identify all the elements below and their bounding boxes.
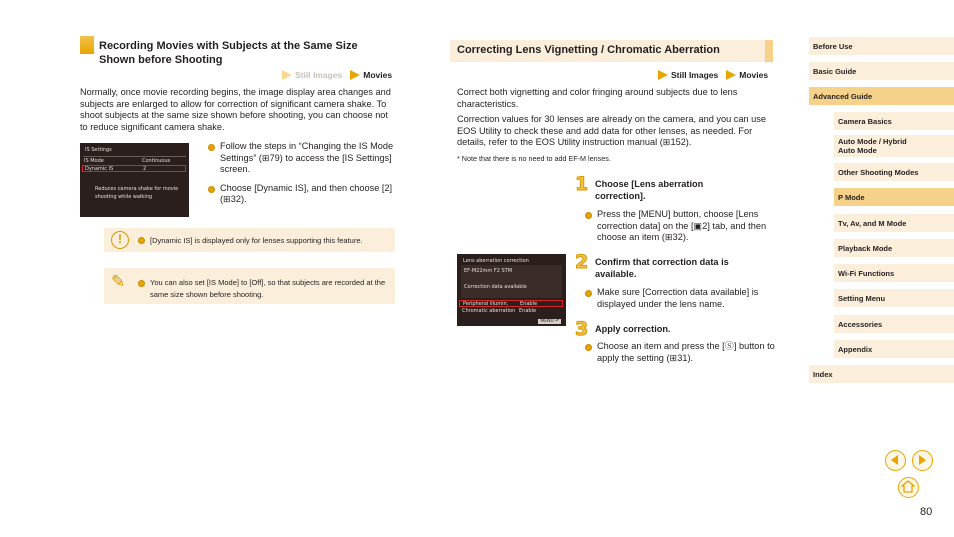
nav-playback-mode[interactable]: Playback Mode: [834, 239, 954, 257]
triangle-icon: [726, 70, 736, 80]
next-page-button[interactable]: [912, 450, 933, 471]
triangle-icon: [282, 70, 292, 80]
row-label: IS Mode: [84, 158, 104, 164]
row-value: Enable: [520, 301, 538, 307]
triangle-icon: [350, 70, 360, 80]
nav-accessories[interactable]: Accessories: [834, 315, 954, 333]
left-section-title: [99, 39, 399, 67]
nav-auto-mode-label: Auto Mode / Hybrid Auto Mode: [838, 137, 907, 155]
step-text: Make sure [Correction data available] is displayed under the lens name.: [597, 287, 759, 309]
nav-auto-mode[interactable]: [834, 135, 954, 157]
triangle-icon: [658, 70, 668, 80]
step-heading: Choose [Lens aberration correction].: [595, 179, 704, 201]
caution-text: [Dynamic IS] is displayed only for lenses supporting this feature.: [150, 236, 363, 245]
right-mode-tags: [658, 70, 768, 80]
step-item: [208, 141, 398, 176]
nav-camera-basics[interactable]: Camera Basics: [834, 112, 954, 130]
movies-label: Movies: [363, 70, 393, 80]
page-number: 80: [920, 506, 933, 518]
still-images-label: Still Images: [671, 70, 719, 80]
row-label: Peripheral illumin.: [463, 301, 509, 307]
row-label: Dynamic IS: [85, 166, 114, 172]
step-heading: Apply correction.: [595, 324, 671, 334]
right-intro-1: Correct both vignetting and color fringing around subjects due to lens characteristics.: [457, 87, 738, 109]
left-section-marker: [80, 36, 94, 54]
movies-tag: [726, 70, 768, 80]
home-icon: [899, 478, 917, 496]
left-mode-tags: [282, 70, 392, 80]
step-body: [585, 341, 775, 364]
right-section-header: [450, 40, 773, 62]
screen-desc-1: Reduces camera shake for movie: [95, 186, 179, 192]
memo-text: You can also set [IS Mode] to [Off], so that subjects are recorded at the same size shown before shooting.: [150, 278, 386, 299]
step-number: 2: [575, 251, 589, 273]
pencil-icon: ✎: [111, 272, 126, 291]
nav-tv-av-m-mode[interactable]: Tv, Av, and M Mode: [834, 214, 954, 232]
left-title-line2: Shown before Shooting: [99, 54, 223, 66]
arrow-right-icon: [913, 451, 931, 469]
left-steps: [208, 141, 398, 206]
left-intro: Normally, once movie recording begins, the image display area changes and subjects are enlarged to allow for correction of significant camera shake. To shoot subjects at the same size shown before shooting, you can choose not to reduce significant camera shake.: [80, 87, 391, 132]
bullet-icon: [585, 212, 592, 219]
caution-box: [104, 228, 395, 252]
screen-status: Correction data available: [464, 284, 527, 290]
row-value: Enable: [519, 308, 537, 314]
screen-row-dynamic-is: [82, 165, 186, 172]
still-images-tag: [282, 70, 342, 80]
right-intro-2: Correction values for 30 lenses are already on the camera, and you can use EOS Utility to check these and add data for other lenses, as needed. For details, refer to the EOS Utility instruction manual (⊞152).: [457, 114, 766, 148]
nav-wifi-functions[interactable]: Wi-Fi Functions: [834, 264, 954, 282]
lens-correction-screen: [457, 254, 566, 326]
step-text: Press the [MENU] button, choose [Lens correction data] on the [▣2] tab, and then choose an item (⊞32).: [597, 209, 767, 243]
screen-row-is-mode: [84, 158, 186, 165]
home-button[interactable]: [898, 477, 919, 498]
menu-badge: MENU ↶: [540, 319, 559, 324]
nav-before-use[interactable]: Before Use: [809, 37, 954, 55]
bullet-icon: [585, 290, 592, 297]
movies-tag: [350, 70, 392, 80]
screen-title: IS Settings: [85, 147, 112, 153]
row-label: Chromatic aberration: [462, 308, 516, 314]
left-title-line1: Recording Movies with Subjects at the Same Size: [99, 40, 358, 52]
arrow-left-icon: [886, 451, 904, 469]
bullet-icon: [138, 280, 145, 287]
nav-basic-guide[interactable]: Basic Guide: [809, 62, 954, 80]
step-body: [585, 209, 775, 244]
right-note: * Note that there is no need to add EF-M lenses.: [457, 154, 611, 163]
step-heading: Confirm that correction data is available.: [595, 257, 729, 279]
nav-advanced-guide[interactable]: Advanced Guide: [809, 87, 954, 105]
nav-index[interactable]: Index: [809, 365, 954, 383]
right-section-title: Correcting Lens Vignetting / Chromatic Aberration: [457, 44, 720, 56]
still-images-label: Still Images: [295, 70, 343, 80]
bullet-icon: [138, 237, 145, 244]
memo-item: [138, 277, 388, 301]
memo-box: [104, 268, 395, 304]
step-number: 1: [575, 173, 589, 195]
is-settings-screen: [80, 143, 189, 217]
step-text: Choose an item and press the [Ⓢ] button to apply the setting (⊞31).: [597, 341, 775, 363]
screen-lens: EF-M22mm F2 STM: [464, 268, 513, 274]
row-value: 2: [143, 166, 147, 172]
step-number: 3: [575, 318, 589, 340]
still-images-tag: [658, 70, 718, 80]
caution-item: [138, 236, 363, 245]
nav-p-mode[interactable]: P Mode: [834, 188, 954, 206]
row-value: Continuous: [142, 158, 171, 164]
bullet-icon: [208, 144, 215, 151]
step-text: Choose [Dynamic IS], and then choose [2] (⊞32).: [220, 182, 393, 205]
caution-icon: !: [111, 231, 129, 249]
bullet-icon: [208, 186, 215, 193]
step-body: [585, 287, 775, 310]
bullet-icon: [585, 344, 592, 351]
prev-page-button[interactable]: [885, 450, 906, 471]
nav-appendix[interactable]: Appendix: [834, 340, 954, 358]
movies-label: Movies: [739, 70, 769, 80]
screen-row-peripheral: [459, 300, 563, 307]
nav-setting-menu[interactable]: Setting Menu: [834, 289, 954, 307]
screen-row-chromatic: [462, 308, 562, 314]
screen-desc-2: shooting while walking: [95, 194, 153, 200]
nav-other-shooting-modes[interactable]: Other Shooting Modes: [834, 163, 954, 181]
screen-title: Lens aberration correction: [463, 258, 529, 264]
step-item: [208, 183, 398, 206]
step-text: Follow the steps in “Changing the IS Mode Settings” (⊞79) to access the [IS Settings] screen.: [220, 141, 394, 175]
